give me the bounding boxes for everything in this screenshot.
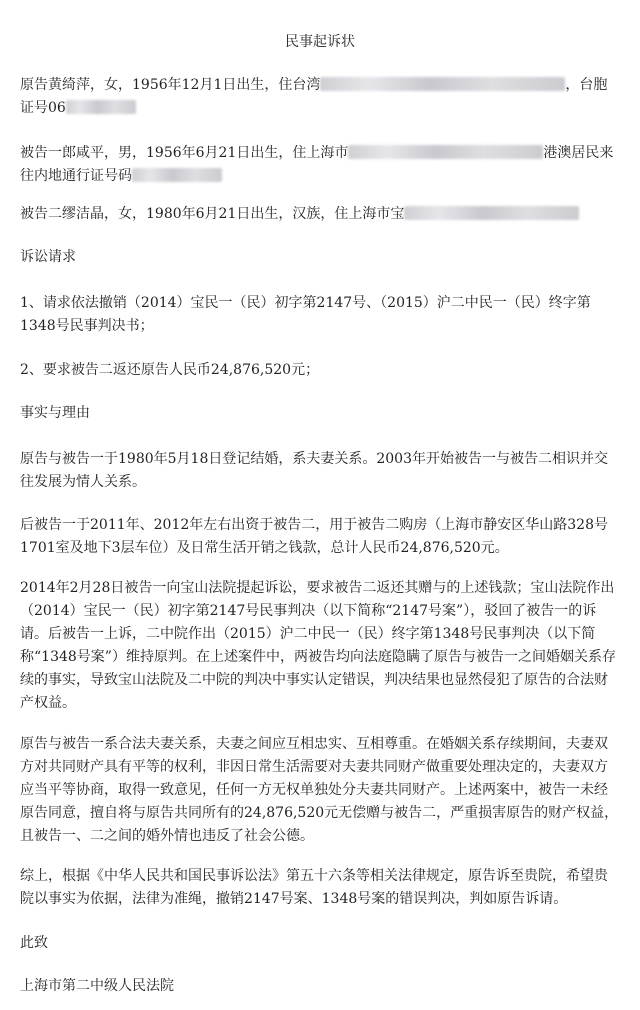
- fact-paragraph-1: 原告与被告一于1980年5月18日登记结婚，系夫妻关系。2003年开始被告一与被告二相识并交往发展为情人关系。: [20, 451, 608, 490]
- claim-item-1: 1、请求依法撤销（2014）宝民一（民）初字第2147号、（2015）沪二中民一（民）终字第1348号民事判决书；: [20, 295, 591, 334]
- salutation: 此致: [20, 935, 48, 951]
- court-name: 上海市第二中级人民法院: [20, 978, 174, 994]
- redacted-address: [320, 77, 565, 91]
- defendant1-text-middle: 港澳居民来往内地通行证号码: [20, 145, 614, 184]
- conclusion-paragraph: 综上，根据《中华人民共和国民事诉讼法》第五十六条等相关法律规定，原告诉至贵院，希望贵院以事实为依据，法律为准绳，撤销2147号案、1348号案的错误判决，判如原告诉请。: [20, 868, 608, 907]
- claims-heading: 诉讼请求: [20, 249, 76, 265]
- defendant2-paragraph: [20, 203, 620, 226]
- fact-paragraph-4: 原告与被告一系合法夫妻关系，夫妻之间应互相忠实、互相尊重。在婚姻关系存续期间，夫妻双方对共同财产具有平等的权利，非因日常生活需要对夫妻共同财产做重要处理决定的，夫妻双方应当平等协商，取得一致意见，任何一方无权单独处分夫妻共同财产。上述两案中，被告一未经原告同意，擅自将与原告共同所有的24,876,520元无偿赠与被告二，严重损害原告的财产权益，且被告一、二之间的婚外情也违反了社会公德。: [20, 736, 619, 844]
- plaintiff-text-start: 原告黄绮萍，女，1956年12月1日出生，住台湾: [20, 77, 321, 93]
- defendant1-text-start: 被告一郎咸平，男，1956年6月21日出生，住上海市: [20, 145, 349, 161]
- document-title: 民事起诉状: [285, 34, 355, 50]
- fact-paragraph-3: 2014年2月28日被告一向宝山法院提起诉讼，要求被告二返还其赠与的上述钱款；宝山法院作出（2014）宝民一（民）初字第2147号民事判决（以下简称“2147号案”），驳回了被告一的诉请。后被告一上诉，二中院作出（2015）沪二中民一（民）终字第1348号民事判决（以下简称“1348号案”）维持原判。在上述案件中，两被告均向法庭隐瞒了原告与被告一之间婚姻关系存续的事实，导致宝山法院及二中院的判决中事实认定错误，判决结果也显然侵犯了原告的合法财产权益。: [20, 580, 616, 711]
- claim-item-2: 2、要求被告二返还原告人民币24,876,520元；: [20, 362, 320, 378]
- fact-paragraph-2: 后被告一于2011年、2012年左右出资于被告二，用于被告二购房（上海市静安区华山路328号1701室及地下3层车位）及日常生活开销之钱款，总计人民币24,876,520元。: [20, 517, 608, 556]
- defendant1-paragraph: [20, 142, 620, 188]
- redacted-address: [404, 206, 579, 220]
- plaintiff-paragraph: [20, 74, 620, 120]
- redacted-id-number: [66, 100, 136, 114]
- redacted-address: [348, 145, 543, 159]
- plaintiff-text-end: ，台胞证号06: [20, 77, 608, 116]
- facts-heading: 事实与理由: [20, 405, 90, 421]
- defendant2-text-start: 被告二缪洁晶，女，1980年6月21日出生，汉族，住上海市宝: [20, 206, 405, 222]
- redacted-id-number: [132, 168, 222, 182]
